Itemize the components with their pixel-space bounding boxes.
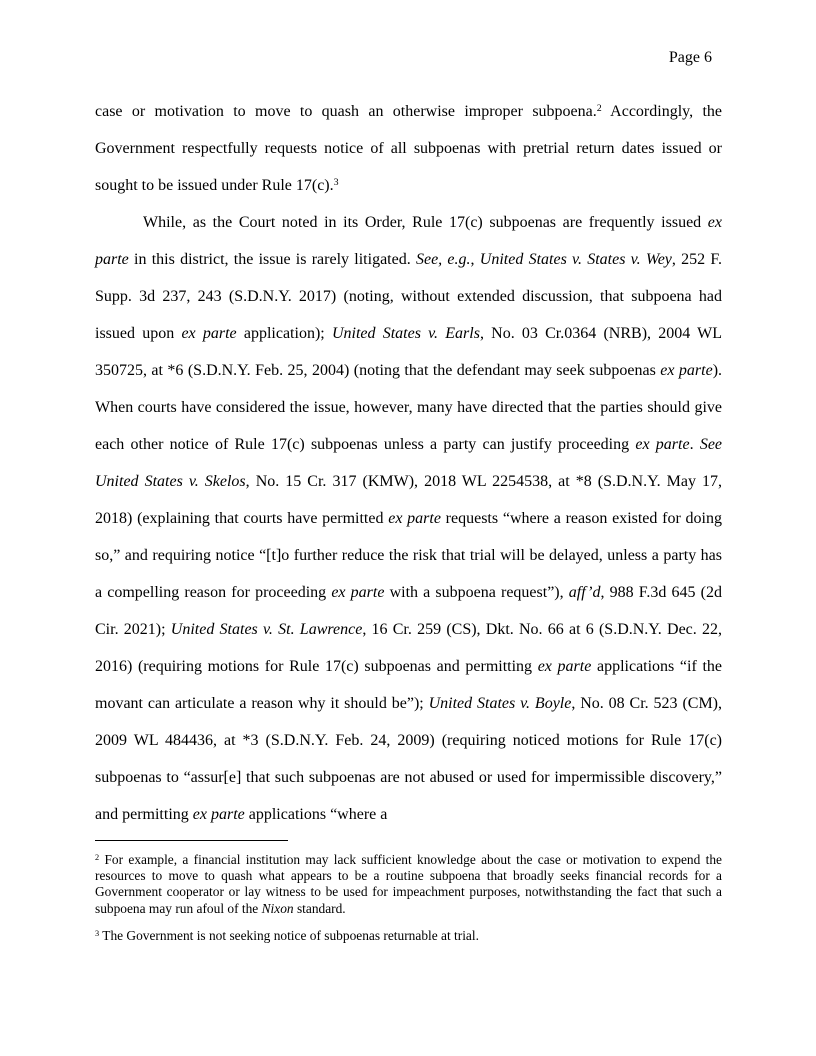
paragraph-citations: While, as the Court noted in its Order, Rule 17(c) subpoenas are frequently issued ex parte in this district, the issue is rarely litigated. See, e.g., United States v. States v. Wey, 252 F. Supp. 3d 237, 243 (S.D.N.Y. 2017) (noting, without extended discussion, that subpoena had issued upon ex parte application); United States v. Earls, No. 03 Cr.0364 (NRB), 2004 WL 350725, at *6 (S.D.N.Y. Feb. 25, 2004) (noting that the defendant may seek subpoenas ex parte). When courts have considered the issue, however, many have directed that the parties should give each other notice of Rule 17(c) subpoenas unless a party can justify proceeding ex parte. See United States v. Skelos, No. 15 Cr. 317 (KMW), 2018 WL 2254538, at *8 (S.D.N.Y. May 17, 2018) (explaining that courts have permitted ex parte requests “where a reason existed for doing so,” and requiring notice “[t]o further reduce the risk that trial will be delayed, unless a party has a compelling reason for proceeding ex parte with a subpoena request”), aff’d, 988 F.3d 645 (2d Cir. 2021); United States v. St. Lawrence, 16 Cr. 259 (CS), Dkt. No. 66 at 6 (S.D.N.Y. Dec. 22, 2016) (requiring motions for Rule 17(c) subpoenas and permitting ex parte applications “if the movant can articulate a reason why it should be”); United States v. Boyle, No. 08 Cr. 523 (CM), 2009 WL 484436, at *3 (S.D.N.Y. Feb. 24, 2009) (requiring noticed motions for Rule 17(c) subpoenas to “assur[e] that such subpoenas are not abused or used for impermissible discovery,” and permitting ex parte applications “where a — [95, 214, 723, 823]
body-text — [95, 93, 722, 833]
page-number: Page 6 — [668, 49, 712, 66]
footnote-2: $^2$ For example, a financial institution may lack sufficient knowledge about the case or motivation to expend the resources to move to quash what appears to be a routine subpoena that broadly seeks financial records for a Government cooperator or lay witness to be used for impeachment purposes, notwithstanding the fact that such a subpoena may run afoul of the Nixon standard. — [95, 852, 722, 916]
paragraph-continuation: case or motivation to move to quash an otherwise improper subpoena.$^2$ Accordingly, the Government respectfully requests notice of all subpoenas with pretrial return dates issued or sought to be issued under Rule 17(c).$^3$ — [95, 103, 722, 194]
footnote-3: $^3$ The Government is not seeking notice of subpoenas returnable at trial. — [95, 927, 479, 943]
footnote-section — [95, 840, 722, 944]
footnote-separator — [95, 840, 288, 841]
